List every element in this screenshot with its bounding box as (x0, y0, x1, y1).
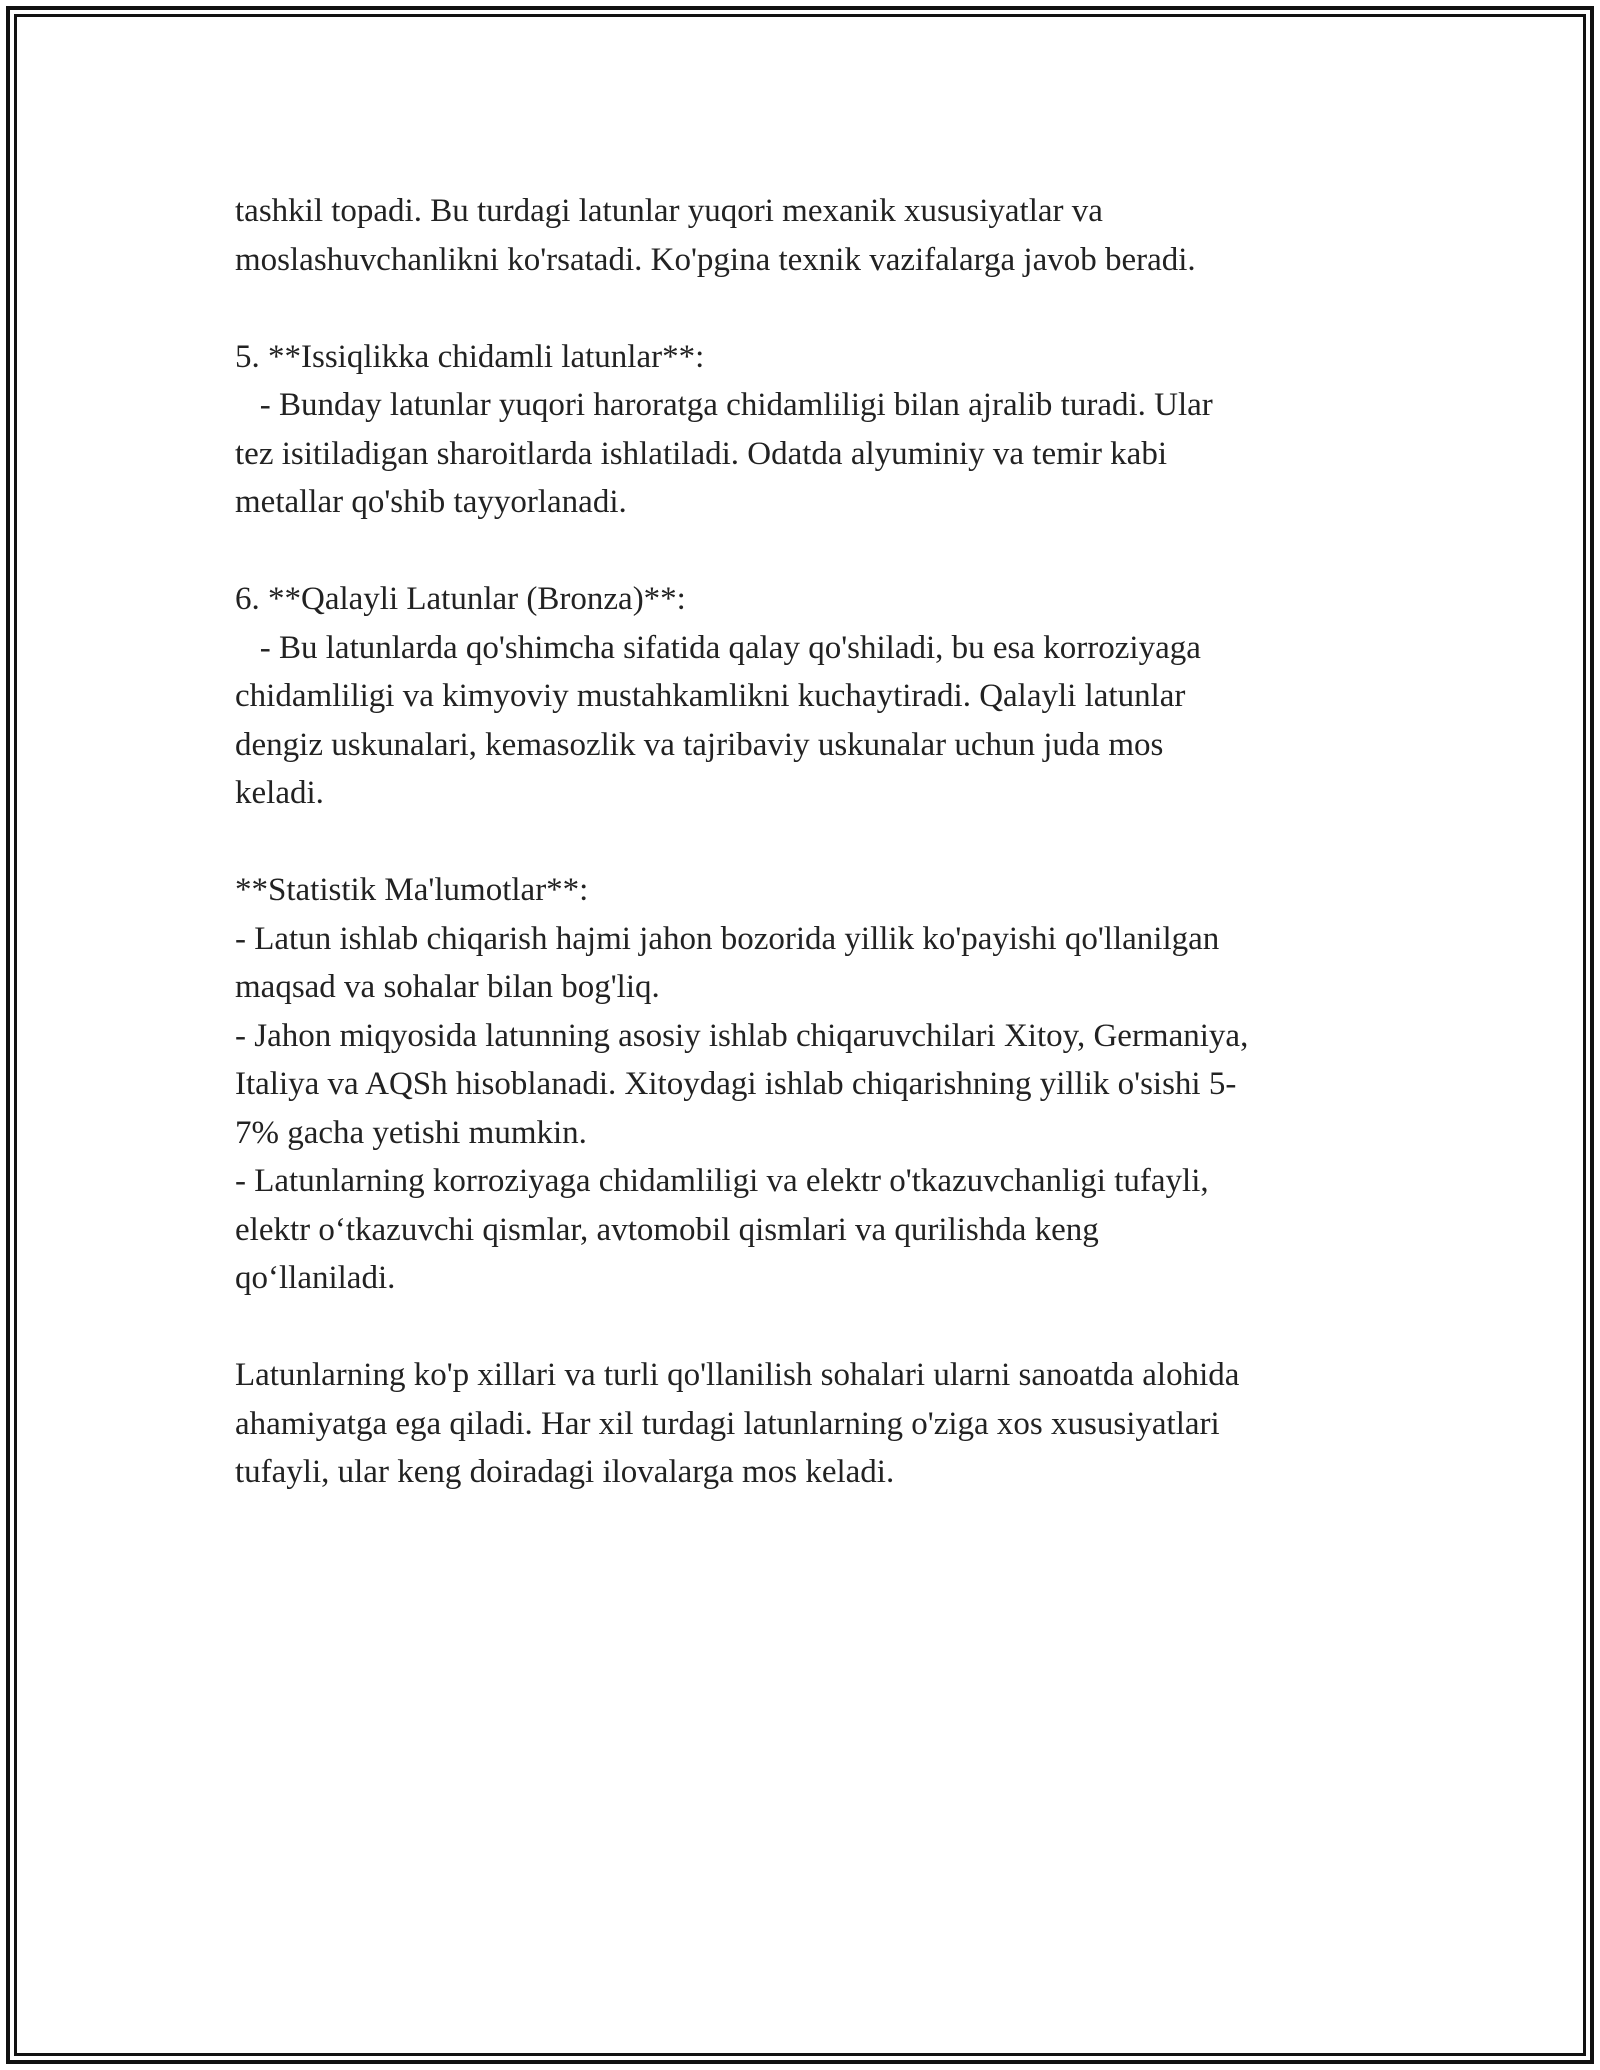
text-line: - Latun ishlab chiqarish hajmi jahon bozorida yillik ko'payishi qo'llanilgan (235, 920, 1220, 957)
section-heading: 6. **Qalayli Latunlar (Bronza)**: (235, 581, 686, 617)
text-line: elektr o‘tkazuvchi qismlar, avtomobil qismlari va qurilishda keng (235, 1211, 1099, 1248)
paragraph-gap (235, 284, 1385, 333)
text-line: maqsad va sohalar bilan bog'liq. (235, 969, 660, 1005)
section-heading: 5. **Issiqlikka chidamli latunlar**: (235, 338, 705, 375)
paragraph-gap (235, 818, 1385, 867)
text-line: qo‘llaniladi. (235, 1260, 396, 1296)
text-line: Italiya va AQSh hisoblanadi. Xitoydagi ishlab chiqarishning yillik o'sishi 5- (235, 1066, 1237, 1102)
text-line: tashkil topadi. Bu turdagi latunlar yuqori mexanik xususiyatlar va (235, 193, 1103, 229)
text-line: - Jahon miqyosida latunning asosiy ishlab chiqaruvchilari Xitoy, Germaniya, (235, 1017, 1249, 1054)
text-line: tufayli, ular keng doiradagi ilovalarga mos keladi. (235, 1454, 895, 1490)
section-heading: **Statistik Ma'lumotlar**: (235, 872, 589, 908)
text-line: dengiz uskunalari, kemasozlik va tajribaviy uskunalar uchun juda mos (235, 726, 1164, 763)
paragraph-gap (235, 1303, 1385, 1352)
text-line: keladi. (235, 775, 324, 811)
text-line: ahamiyatga ega qiladi. Har xil turdagi latunlarning o'ziga xos xususiyatlari (235, 1405, 1220, 1442)
text-line: tez isitiladigan sharoitlarda ishlatiladi. Odatda alyuminiy va temir kabi (235, 435, 1167, 472)
text-line: - Latunlarning korroziyaga chidamliligi va elektr o'tkazuvchanligi tufayli, (235, 1163, 1209, 1199)
text-line: metallar qo'shib tayyorlanadi. (235, 484, 627, 520)
text-line: moslashuvchanlikni ko'rsatadi. Ko'pgina texnik vazifalarga javob beradi. (235, 241, 1196, 278)
text-line: Latunlarning ko'p xillari va turli qo'llanilish sohalari ularni sanoatda alohida (235, 1357, 1240, 1393)
paragraph-gap (235, 527, 1385, 576)
document-body (235, 187, 1385, 1497)
text-line: chidamliligi va kimyoviy mustahkamlikni kuchaytiradi. Qalayli latunlar (235, 678, 1186, 714)
text-line: - Bu latunlarda qo'shimcha sifatida qalay qo'shiladi, bu esa korroziyaga (235, 629, 1201, 666)
text-line: - Bunday latunlar yuqori haroratga chidamliligi bilan ajralib turadi. Ular (235, 387, 1213, 423)
text-line: 7% gacha yetishi mumkin. (235, 1114, 587, 1151)
